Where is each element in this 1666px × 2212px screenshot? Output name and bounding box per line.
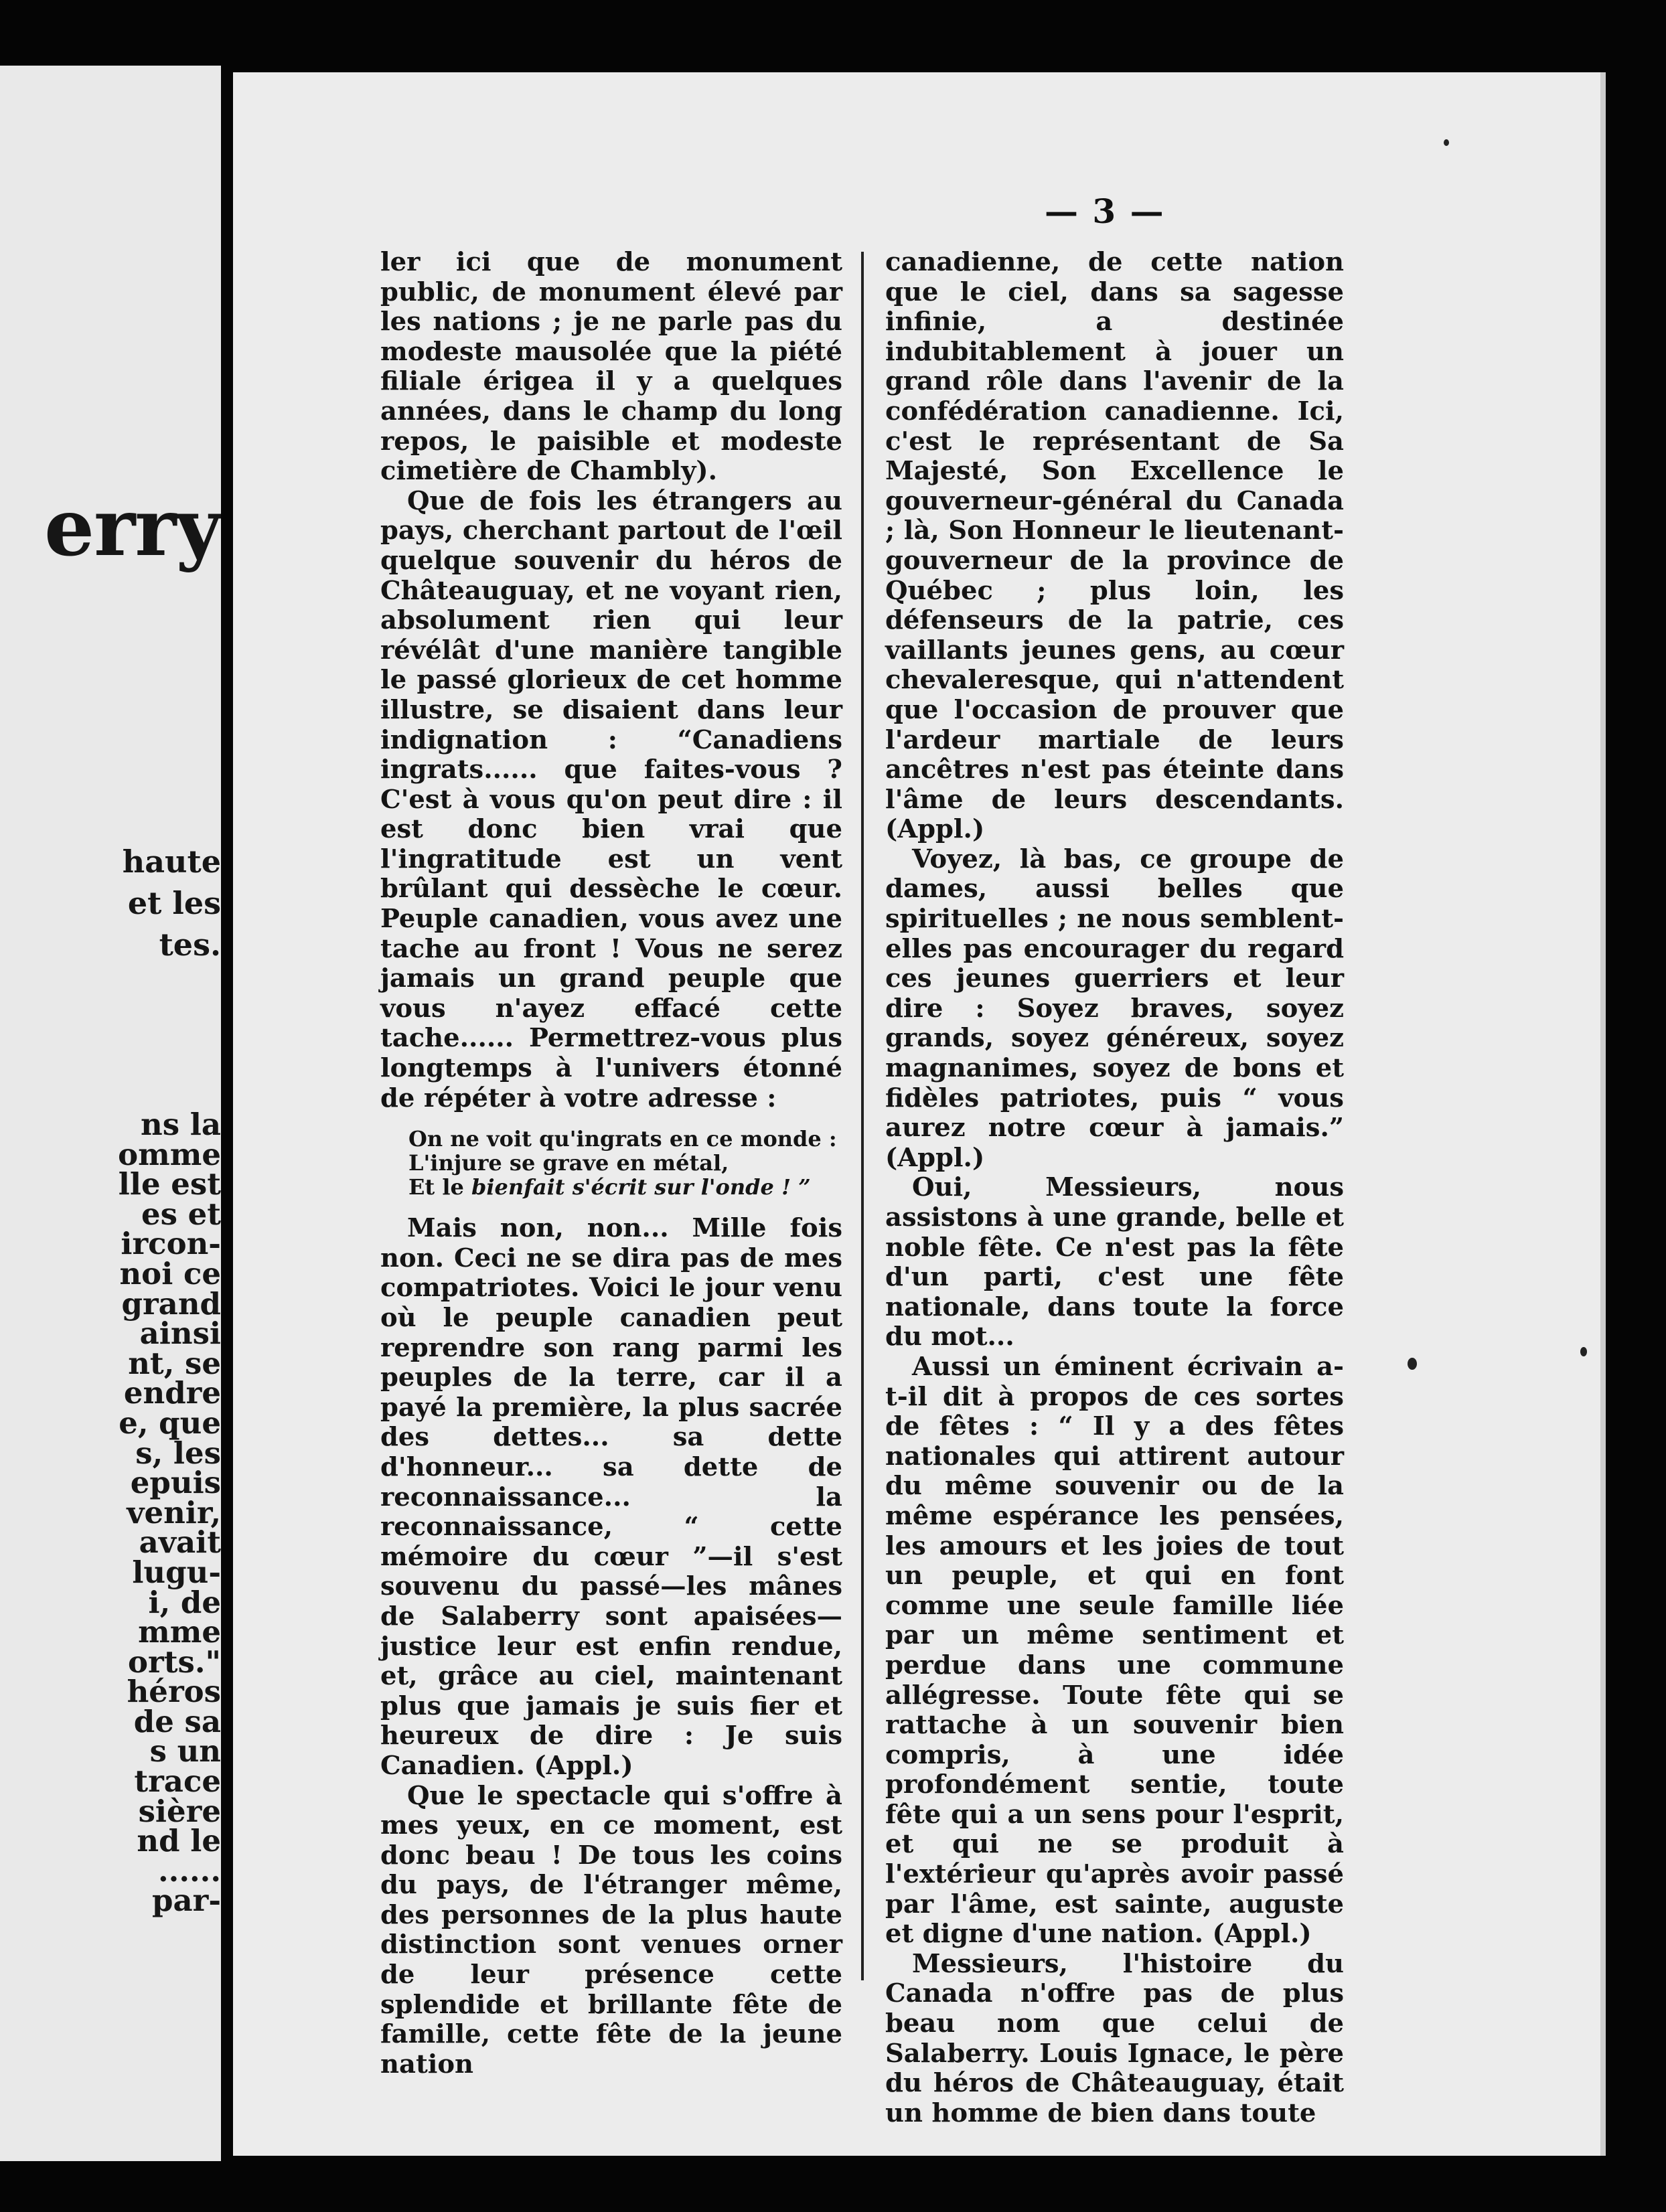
right-column — [885, 248, 1344, 2128]
previous-page-line: omme — [118, 1136, 221, 1172]
previous-page-line: par- — [151, 1883, 221, 1919]
previous-page-line: endre — [123, 1375, 221, 1411]
verse-line — [408, 1175, 842, 1199]
previous-page-text-block-a — [123, 841, 221, 965]
previous-page-line: s un — [149, 1733, 221, 1769]
paragraph: Que le spectacle qui s'offre à mes yeux, en ce moment, est donc beau ! De tous les coins du pays, de l'étranger même, des personnes de la plus haute distinction sont venues orner de leur présence cette splendide et brillante fête de famille, cette fête de la jeune nation — [380, 1780, 842, 2079]
previous-page-line: s, les — [135, 1435, 221, 1471]
previous-page-line: epuis — [130, 1465, 221, 1501]
column-divider — [861, 252, 864, 1980]
paragraph: Aussi un éminent écrivain a-t-il dit à propos de ces sortes de fêtes : “ Il y a des fêtes nationales qui attirent autour du même souvenir ou de la même espérance les pensées, les amours et les joies de tout un peuple, et qui en font comme une seule famille liée par un même sentiment et perdue dans une commune allégresse. Toute fête qui se rattache à un souvenir bien compris, à une idée profondément sentie, toute fête qui a un sens pour l'esprit, et qui ne se produit à l'extérieur qu'après avoir passé par l'âme, est sainte, auguste et digne d'une nation. (Appl.) — [885, 1351, 1344, 1950]
verse-line: On ne voit qu'ingrats en ce monde : — [408, 1126, 837, 1152]
previous-page-line: et les — [127, 885, 221, 921]
paragraph: Mais non, non... Mille fois non. Ceci ne se dira pas de mes compatriotes. Voici le jour venu où le peuple canadien peut reprendre son rang parmi les peuples de la terre, car il a payé la première, la plus sacrée des dettes... sa dette d'honneur... sa dette de reconnaissance... la reconnaissance, “ cette mémoire du cœur ”—il s'est souvenu du passé—les mânes de Salaberry sont apaisées—justice leur est enfin rendue, et, grâce au ciel, maintenant plus que jamais je suis fier et heureux de dire : Je suis Canadien. (Appl.) — [380, 1213, 842, 1781]
previous-page-line: venir, — [127, 1494, 221, 1530]
left-column — [380, 248, 842, 2079]
previous-page-line: nt, se — [128, 1345, 221, 1381]
previous-page-line: ircon- — [121, 1226, 221, 1262]
previous-page-line: héros — [127, 1674, 221, 1710]
quoted-verse — [408, 1127, 842, 1199]
previous-page-line: nd le — [137, 1823, 221, 1859]
previous-page-line: lugu- — [132, 1554, 221, 1590]
previous-page-line: ...... — [158, 1852, 221, 1889]
paragraph: Messieurs, l'histoire du Canada n'offre pas de plus beau nom que celui de Salaberry. Louis Ignace, le père du héros de Châteauguay, était un homme de bien dans toute — [885, 1948, 1344, 2128]
previous-page-line: es et — [141, 1196, 221, 1232]
previous-page-line: lle est — [118, 1166, 221, 1202]
previous-page-line: tes. — [159, 927, 221, 963]
paragraph: Voyez, là bas, ce groupe de dames, aussi belles que spirituelles ; ne nous semblent-elles pas encourager du regard ces jeunes guerriers et leur dire : Soyez braves, soyez grands, soyez généreux, soyez magnanimes, soyez de bons et fidèles patriotes, puis “ vous aurez notre cœur à jamais.” (Appl.) — [885, 844, 1344, 1173]
scan-speck — [1444, 139, 1449, 146]
paragraph: Oui, Messieurs, nous assistons à une grande, belle et noble fête. Ce n'est pas la fête d'un parti, c'est une fête nationale, dans toute la force du mot... — [885, 1172, 1344, 1352]
paragraph: ler ici que de monument public, de monument élevé par les nations ; je ne parle pas du modeste mausolée que la piété filiale érigea il y a quelques années, dans le champ du long repos, le paisible et modeste cimetière de Chambly). — [380, 247, 842, 487]
previous-page-line: sière — [138, 1793, 221, 1829]
previous-page-fragment — [0, 66, 221, 2161]
previous-page-line: e, que — [119, 1405, 221, 1441]
previous-page-line: i, de — [148, 1584, 221, 1620]
previous-page-text-block-b — [118, 1107, 221, 1919]
previous-page-line: orts." — [128, 1644, 221, 1680]
paragraph: Que de fois les étrangers au pays, cherchant partout de l'œil quelque souvenir du héros de Châteauguay, et ne voyant rien, absolument rien qui leur révélât d'une manière tangible le passé glorieux de cet homme illustre, se disaient dans leur indignation : “Canadiens ingrats...... que faites-vous ? C'est à vous qu'on peut dire : il est donc bien vrai que l'ingratitude est un vent brûlant qui dessèche le cœur. Peuple canadien, vous avez une tache au front ! Vous ne serez jamais un grand peuple que vous n'ayez effacé cette tache...... Permettrez-vous plus longtemps à l'univers étonné de répéter à votre adresse : — [380, 485, 842, 1113]
previous-page-line: haute — [122, 844, 221, 880]
previous-page-line: avait — [139, 1524, 221, 1561]
verse-line-start: Et le — [408, 1174, 471, 1200]
scan-speck — [1408, 1358, 1417, 1370]
document-page — [233, 72, 1606, 2156]
previous-page-line: noi ce — [119, 1255, 221, 1291]
scan-speck — [1580, 1347, 1587, 1356]
previous-page-line: ns la — [141, 1107, 221, 1142]
previous-page-line: trace — [134, 1763, 221, 1800]
paragraph: canadienne, de cette nation que le ciel, dans sa sagesse infinie, a destinée indubitablement à jouer un grand rôle dans l'avenir de la confédération canadienne. Ici, c'est le représentant de Sa Majesté, Son Excellence le gouverneur-général du Canada ; là, Son Honneur le lieutenant-gouverneur de la province de Québec ; plus loin, les défenseurs de la patrie, ces vaillants jeunes gens, au cœur chevaleresque, qui n'attendent que l'occasion de prouver que l'ardeur martiale de leurs ancêtres n'est pas éteinte dans l'âme de leurs descendants. (Appl.) — [885, 247, 1344, 845]
previous-page-title-fragment: erry — [44, 481, 221, 574]
verse-line-italic: bienfait s'écrit sur l'onde ! ” — [471, 1174, 811, 1200]
previous-page-line: ainsi — [139, 1316, 221, 1352]
previous-page-line: de sa — [133, 1703, 221, 1739]
previous-page-line: grand — [121, 1285, 221, 1322]
previous-page-line: mme — [138, 1614, 221, 1650]
verse-line: L'injure se grave en métal, — [408, 1150, 729, 1176]
page-number: — 3 — — [1045, 191, 1165, 231]
